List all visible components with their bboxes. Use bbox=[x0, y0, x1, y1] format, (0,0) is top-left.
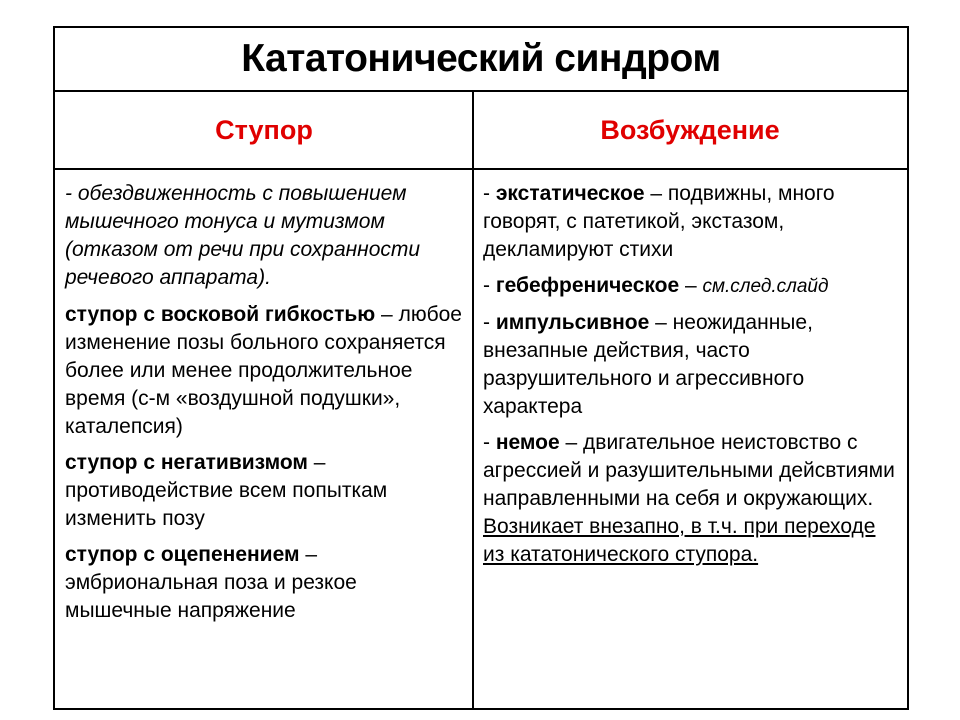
dash: – bbox=[644, 182, 668, 205]
column-header-stupor: Ступор bbox=[215, 114, 313, 145]
dash: – bbox=[299, 543, 318, 566]
syndrome-table bbox=[53, 26, 909, 710]
column-header-row bbox=[55, 92, 907, 170]
stupor-cell bbox=[55, 170, 472, 708]
dash: – bbox=[375, 303, 399, 326]
excitement-item-ecstatic bbox=[483, 180, 901, 264]
list-prefix: - bbox=[483, 311, 496, 334]
excitement-desc: двигательное неистовство с агрессией и разушительными дейсвтиями направленными на себя и окружающих. bbox=[483, 431, 895, 510]
list-prefix: - bbox=[483, 274, 496, 297]
excitement-item-hebephrenic bbox=[483, 272, 901, 301]
stupor-desc: противодействие всем попыткам изменить позу bbox=[65, 479, 388, 530]
page-title: Кататонический синдром bbox=[241, 37, 721, 80]
stupor-term: ступор с оцепенением bbox=[65, 543, 300, 566]
stupor-desc: эмбриональная поза и резкое мышечные напряжение bbox=[65, 571, 357, 622]
dash: – bbox=[559, 431, 584, 454]
list-prefix: - bbox=[483, 431, 496, 454]
dash: – bbox=[649, 311, 673, 334]
excitement-item-impulsive bbox=[483, 309, 901, 421]
excitement-note: Возникает внезапно, в т.ч. при переходе из кататонического ступора. bbox=[483, 515, 876, 566]
stupor-item-negativism bbox=[65, 449, 466, 533]
excitement-term: гебефреническое bbox=[495, 274, 680, 297]
stupor-term: ступор с негативизмом bbox=[65, 451, 308, 474]
list-prefix: - bbox=[483, 182, 496, 205]
excitement-desc: неожиданные, внезапные действия, часто разрушительного и агрессивного характера bbox=[483, 311, 813, 418]
stupor-item-torpor bbox=[65, 541, 466, 625]
column-header-excitement: Возбуждение bbox=[600, 114, 780, 145]
dash: – bbox=[307, 451, 326, 474]
excitement-term: экстатическое bbox=[495, 182, 645, 205]
stupor-term: ступор с восковой гибкостью bbox=[65, 303, 376, 326]
excitement-term: импульсивное bbox=[495, 311, 650, 334]
excitement-desc: см.след.слайд bbox=[702, 276, 829, 297]
dash: – bbox=[679, 274, 703, 297]
excitement-desc: подвижны, много говорят, с патетикой, экстазом, декламируют стихи bbox=[483, 182, 835, 261]
stupor-intro: - обездвиженность с повышением мышечного тонуса и мутизмом (отказом от речи при сохранности речевого аппарата). bbox=[65, 182, 421, 289]
excitement-term: немое bbox=[495, 431, 560, 454]
title-row bbox=[55, 28, 907, 92]
stupor-desc: любое изменение позы больного сохраняется более или менее продолжительное время (с-м «воздушной подушки», каталепсия) bbox=[65, 303, 462, 438]
excitement-cell bbox=[474, 170, 907, 708]
excitement-item-mute bbox=[483, 429, 901, 569]
stupor-item-waxy bbox=[65, 301, 466, 441]
